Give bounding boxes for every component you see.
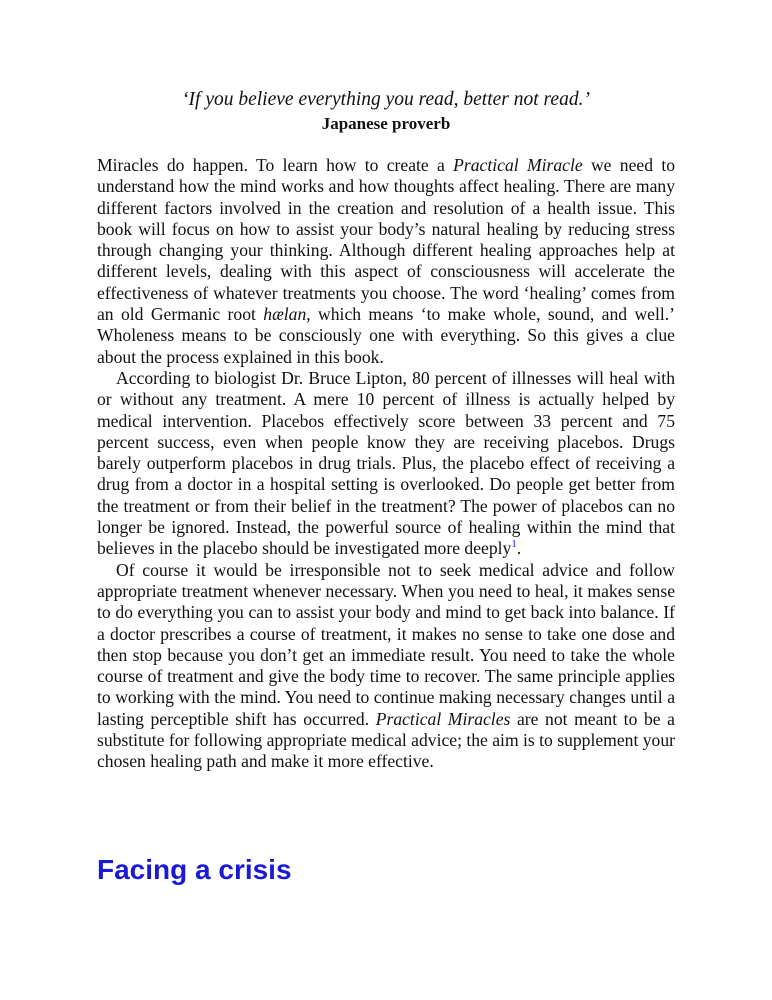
paragraph-3: [97, 560, 675, 773]
paragraph-1-emphasis-2: hælan: [263, 304, 307, 325]
paragraph-3-text-b: are not meant to be a substitute for following appropriate medical advice; the aim is to supplement your chosen healing path and make it more effective.: [97, 708, 676, 772]
epigraph: [97, 88, 675, 136]
section-heading: Facing a crisis: [97, 854, 292, 885]
paragraph-3-emphasis: Practical Miracles: [375, 708, 511, 729]
paragraph-2-text: According to biologist Dr. Bruce Lipton, 80 percent of illnesses will heal with or without any treatment. A mere 10 percent of illness is actually helped by medical intervention. Placebos effectively score between 33 percent and 75 percent success, even when people know they are receiving placebos. Drugs barely outperform placebos in drug trials. Plus, the placebo effect of receiving a drug from a doctor in a hospital setting is overlooked. Do people get better from the treatment or from their belief in the treatment? The power of placebos can no longer be ignored. Instead, the powerful source of healing within the mind that believes in the placebo should be investigated more deeply: [97, 367, 675, 559]
footnote-link[interactable]: 1: [511, 538, 517, 551]
paragraph-1-text-c: , which means ‘to make whole, sound, and well.’ Wholeness means to be consciously one with everything. So this gives a clue about the process explained in this book.: [97, 304, 675, 367]
epigraph-quote: ‘If you believe everything you read, better not read.’: [182, 89, 590, 110]
paragraph-1-text-a: Miracles do happen. To learn how to create a: [97, 155, 454, 175]
body-text: [97, 155, 675, 773]
paragraph-1-text-b: we need to understand how the mind works and how thoughts affect healing. There are many different factors involved in the creation and resolution of a health issue. This book will focus on how to assist your body’s natural healing by reducing stress through changing your thinking. Although different healing approaches help at different levels, dealing with this aspect of consciousness will accelerate the effectiveness of whatever treatments you choose. The word ‘healing’ comes from an old Germanic root: [97, 155, 676, 325]
paragraph-1: [97, 155, 675, 368]
paragraph-1-emphasis: Practical Miracle: [453, 155, 583, 175]
page-content: [97, 88, 675, 773]
paragraph-2-end: .: [516, 538, 522, 559]
epigraph-source: Japanese proverb: [321, 114, 451, 133]
paragraph-3-text-a: Of course it would be irresponsible not to seek medical advice and follow appropriate treatment whenever necessary. When you need to heal, it makes sense to do everything you can to assist your body and mind to get back into balance. If a doctor prescribes a course of treatment, it makes no sense to take one dose and then stop because you don’t get an immediate result. You need to take the whole course of treatment and give the body time to recover. The same principle applies to working with the mind. You need to continue making necessary changes until a lasting perceptible shift has occurred.: [97, 559, 675, 729]
paragraph-2: [97, 368, 675, 560]
